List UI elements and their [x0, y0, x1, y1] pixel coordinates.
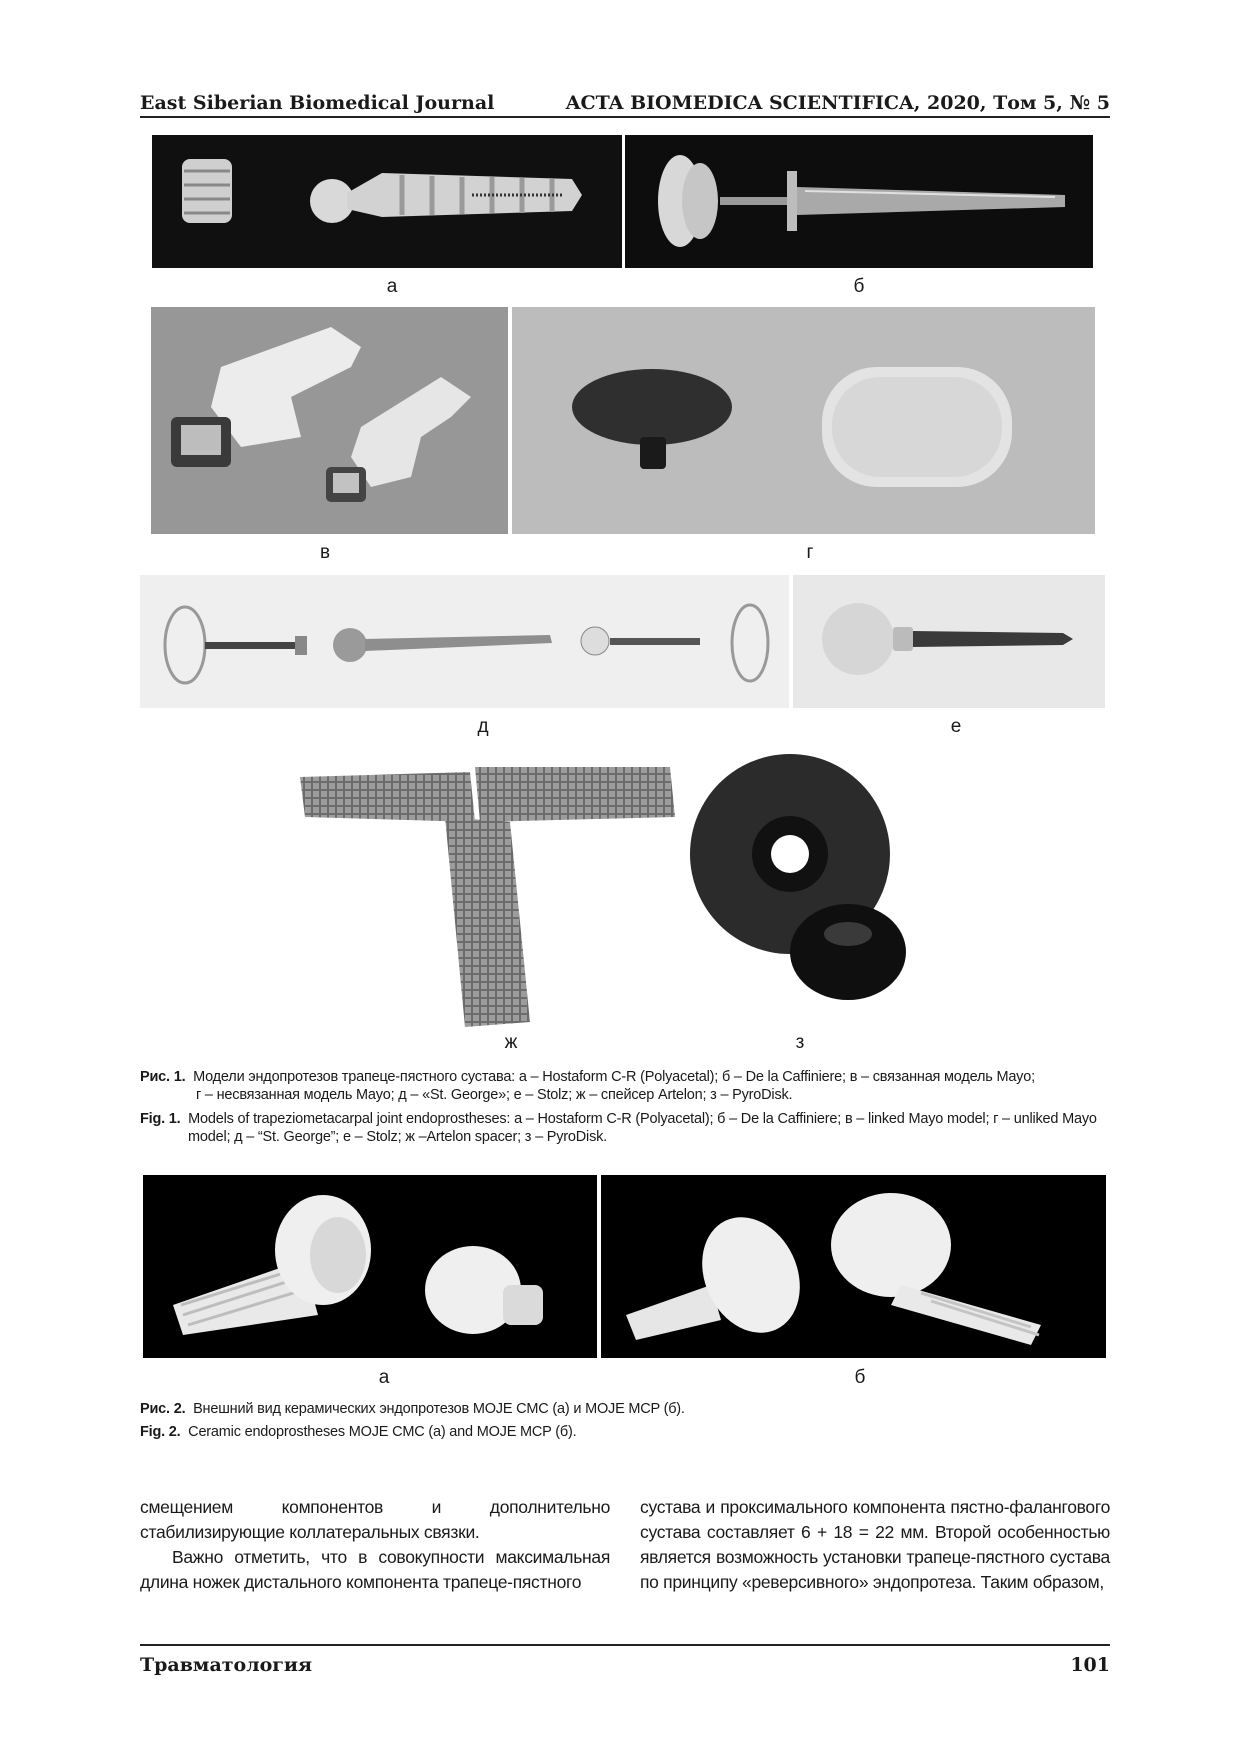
figure1-photo-e: [793, 575, 1105, 708]
figure1-label-a: а: [386, 276, 398, 297]
figure1-photo-d: [140, 575, 789, 708]
figure1-photo-a: [152, 135, 622, 268]
figure2-caption-en-text: Ceramic endoprostheses MOJE CMC (a) and MOJE MCP (б).: [188, 1424, 577, 1440]
figure1-caption-ru-prefix: Рис. 1.: [140, 1069, 186, 1085]
figure1-label-g: г: [806, 542, 814, 563]
body-left-paragraph-1: смещением компонентов и дополнительно стабилизирующие коллатеральных связки.: [140, 1497, 610, 1542]
figure2-label-b: б: [854, 1367, 866, 1388]
figure1-caption-en-prefix: Fig. 1.: [140, 1111, 181, 1127]
body-left-paragraph-2: Важно отметить, что в совокупности максимальная длина ножек дистального компонента трапеце-пястного: [140, 1547, 610, 1592]
figure1-label-v: в: [319, 542, 331, 563]
figure2-caption-ru: [140, 1400, 1110, 1418]
figure2-photo-a: [143, 1175, 597, 1358]
figure1-photo-b: [625, 135, 1093, 268]
figure1-caption-ru-line1: Модели эндопротезов трапеце-пястного сустава: а – Hostaform C-R (Polyacetal); б – De la Caffiniere; в – связанная модель Mayo;: [193, 1069, 1035, 1085]
figure1-caption-en: [140, 1110, 1110, 1146]
figure2-label-a: а: [378, 1367, 390, 1388]
section-title: Травматология: [140, 1654, 313, 1676]
figure1-label-e: е: [950, 716, 962, 737]
body-column-left: [140, 1495, 610, 1595]
figure1-photo-g: [512, 307, 1095, 534]
figure2-caption-en: [140, 1423, 1110, 1441]
journal-issue: ACTA BIOMEDICA SCIENTIFICA, 2020, Том 5, № 5: [565, 92, 1110, 114]
figure1-photo-v: [151, 307, 508, 534]
figure1-photo-zh: [300, 762, 680, 1030]
body-right-paragraph-1: сустава и проксимального компонента пястно-фалангового сустава составляет 6 + 18 = 22 мм. Второй особенностью является возможность установки трапеце-пястного сустава по принципу «реверсивного» эндопротеза. Таким образом,: [640, 1497, 1110, 1592]
figure1-label-z: з: [795, 1032, 805, 1053]
figure2-caption-ru-text: Внешний вид керамических эндопротезов MOJE CMC (а) и MOJE MCP (б).: [193, 1401, 685, 1417]
body-column-right: [640, 1495, 1110, 1595]
figure1-caption-ru-line2: г – несвязанная модель Mayo; д – «St. George»; е – Stolz; ж – спейсер Artelon; з – PyroDisk.: [196, 1087, 793, 1103]
figure2-photo-b: [601, 1175, 1106, 1358]
figure2-caption-en-prefix: Fig. 2.: [140, 1424, 181, 1440]
figure1-photo-z: [688, 752, 910, 1010]
footer-rule: [140, 1644, 1110, 1646]
figure1-label-b: б: [853, 276, 865, 297]
figure1-caption-en-line1: Models of trapeziometacarpal joint endoprostheses: а – Hostaform C-R (Polyacetal); б – De la Caffiniere; в – linked Mayo model; г – unliked Mayo: [188, 1111, 1097, 1127]
figure1-label-d: д: [477, 716, 489, 737]
journal-name: East Siberian Biomedical Journal: [140, 92, 495, 114]
figure1-caption-ru: [140, 1068, 1110, 1104]
figure1-label-zh: ж: [504, 1032, 518, 1053]
header-rule: [140, 116, 1110, 118]
figure2-caption-ru-prefix: Рис. 2.: [140, 1401, 186, 1417]
figure1-caption-en-line2: model; д – “St. George”; е – Stolz; ж –Artelon spacer; з – PyroDisk.: [188, 1129, 607, 1145]
page-number: 101: [1070, 1654, 1110, 1676]
